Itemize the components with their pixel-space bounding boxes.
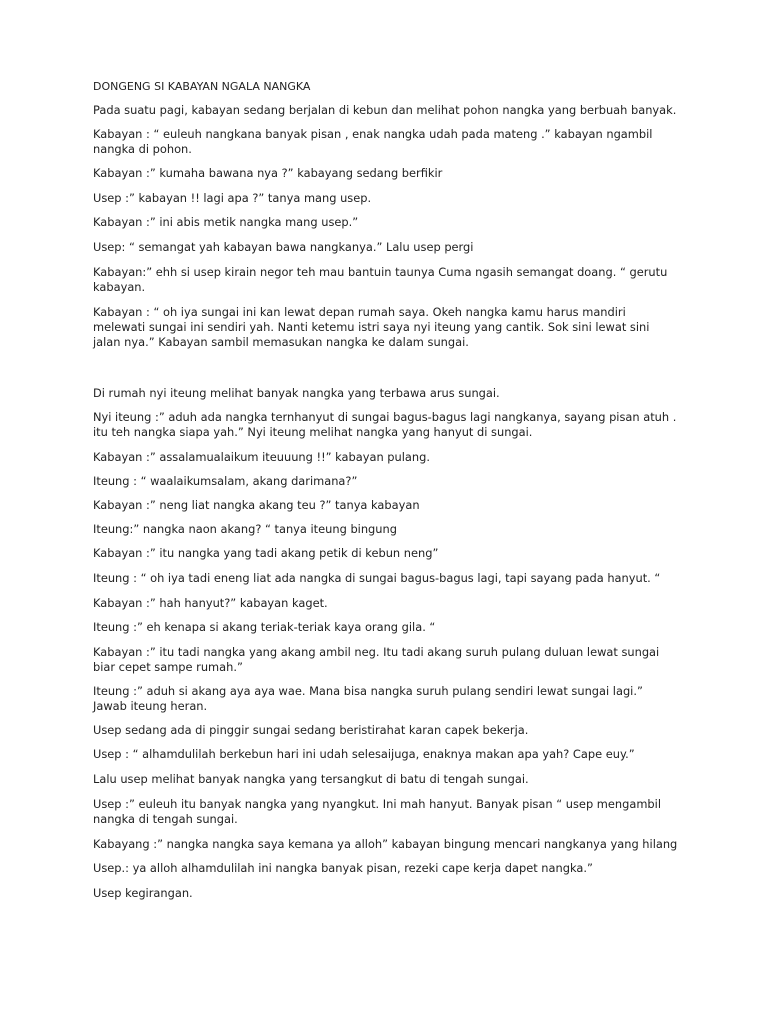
paragraph-line: Usep kegirangan.	[93, 886, 193, 900]
paragraph-line: itu teh nangka siapa yah.” Nyi iteung melihat nangka yang hanyut di sungai.	[93, 425, 533, 439]
paragraph-line: Usep.: ya alloh alhamdulilah ini nangka banyak pisan, rezeki cape kerja dapet nangka.”	[93, 861, 593, 875]
paragraph	[93, 861, 693, 876]
paragraph-line: Iteung : “ oh iya tadi eneng liat ada nangka di sungai bagus-bagus lagi, tapi sayang pada hanyut. “	[93, 571, 661, 585]
paragraph-line: Kabayan :” kumaha bawana nya ?” kabayang sedang berfikir	[93, 166, 443, 180]
paragraph-line: Kabayang :” nangka nangka saya kemana ya alloh” kabayan bingung mencari nangkanya yang hilang	[93, 837, 678, 851]
paragraph-line: Kabayan :” neng liat nangka akang teu ?” tanya kabayan	[93, 498, 420, 512]
paragraph	[93, 103, 693, 118]
paragraph-line: nangka di tengah sungai.	[93, 812, 238, 826]
paragraph	[93, 797, 693, 827]
paragraph	[93, 684, 693, 714]
paragraph-line: melewati sungai ini sendiri yah. Nanti ketemu istri saya nyi iteung yang cantik. Sok sini lewat sini	[93, 320, 650, 334]
paragraph	[93, 166, 693, 181]
paragraph-line: Iteung :” eh kenapa si akang teriak-teriak kaya orang gila. “	[93, 620, 436, 634]
paragraph	[93, 386, 693, 401]
paragraph-line: Usep : “ alhamdulilah berkebun hari ini udah selesaijuga, enaknya makan apa yah? Cape euy.”	[93, 747, 635, 761]
paragraph-line: Kabayan :” hah hanyut?” kabayan kaget.	[93, 596, 328, 610]
paragraph	[93, 723, 693, 738]
paragraph	[93, 410, 693, 440]
paragraph-line: Kabayan:” ehh si usep kirain negor teh mau bantuin taunya Cuma ngasih semangat doang. “ gerutu	[93, 265, 668, 279]
paragraph	[93, 305, 693, 350]
paragraph-line: Usep :” euleuh itu banyak nangka yang nyangkut. Ini mah hanyut. Banyak pisan “ usep mengambil	[93, 797, 661, 811]
paragraph-line: Usep sedang ada di pinggir sungai sedang beristirahat karan capek bekerja.	[93, 723, 529, 737]
paragraph-line: Usep :” kabayan !! lagi apa ?” tanya mang usep.	[93, 191, 372, 205]
paragraph-line: kabayan.	[93, 280, 146, 294]
paragraph	[93, 837, 693, 852]
paragraph	[93, 522, 693, 537]
paragraph-line: nangka di pohon.	[93, 142, 192, 156]
paragraph	[93, 747, 693, 762]
paragraph	[93, 596, 693, 611]
paragraph	[93, 645, 693, 675]
paragraph	[93, 498, 693, 513]
paragraph-line: Jawab iteung heran.	[93, 699, 208, 713]
paragraph	[93, 772, 693, 787]
paragraph-line: jalan nya.” Kabayan sambil memasukan nangka ke dalam sungai.	[93, 335, 469, 349]
paragraph-line: Kabayan : “ oh iya sungai ini kan lewat depan rumah saya. Okeh nangka kamu harus mandiri	[93, 305, 626, 319]
paragraph-line: Kabayan :” itu nangka yang tadi akang petik di kebun neng”	[93, 546, 439, 560]
paragraph	[93, 450, 693, 465]
paragraph-line: Kabayan : “ euleuh nangkana banyak pisan , enak nangka udah pada mateng .” kabayan ngambil	[93, 127, 653, 141]
paragraph-line: Nyi iteung :” aduh ada nangka ternhanyut di sungai bagus-bagus lagi nangkanya, sayang pisan atuh .	[93, 410, 677, 424]
paragraph-line: Usep: “ semangat yah kabayan bawa nangkanya.” Lalu usep pergi	[93, 240, 474, 254]
paragraph	[93, 474, 693, 489]
paragraph-line: Kabayan :” itu tadi nangka yang akang ambil neg. Itu tadi akang suruh pulang duluan lewat sungai	[93, 645, 660, 659]
paragraph	[93, 546, 693, 561]
paragraph-line: Iteung:” nangka naon akang? “ tanya iteung bingung	[93, 522, 397, 536]
paragraph-line: Di rumah nyi iteung melihat banyak nangka yang terbawa arus sungai.	[93, 386, 500, 400]
paragraph	[93, 620, 693, 635]
paragraph-line: Iteung : “ waalaikumsalam, akang darimana?”	[93, 474, 358, 488]
paragraph-line: Pada suatu pagi, kabayan sedang berjalan di kebun dan melihat pohon nangka yang berbuah banyak.	[93, 103, 677, 117]
document-title: DONGENG SI KABAYAN NGALA NANGKA	[93, 80, 311, 93]
paragraph-line: biar cepet sampe rumah.”	[93, 660, 243, 674]
paragraph	[93, 240, 693, 255]
paragraph	[93, 215, 693, 230]
paragraph	[93, 571, 693, 586]
paragraph	[93, 886, 693, 901]
paragraph-line: Iteung :” aduh si akang aya aya wae. Mana bisa nangka suruh pulang sendiri lewat sungai lagi.”	[93, 684, 643, 698]
paragraph	[93, 265, 693, 295]
paragraph-line: Kabayan :” assalamualaikum iteuuung !!” kabayan pulang.	[93, 450, 430, 464]
paragraph	[93, 191, 693, 206]
paragraph-line: Kabayan :” ini abis metik nangka mang usep.”	[93, 215, 359, 229]
paragraph	[93, 127, 693, 157]
paragraph-line: Lalu usep melihat banyak nangka yang tersangkut di batu di tengah sungai.	[93, 772, 529, 786]
